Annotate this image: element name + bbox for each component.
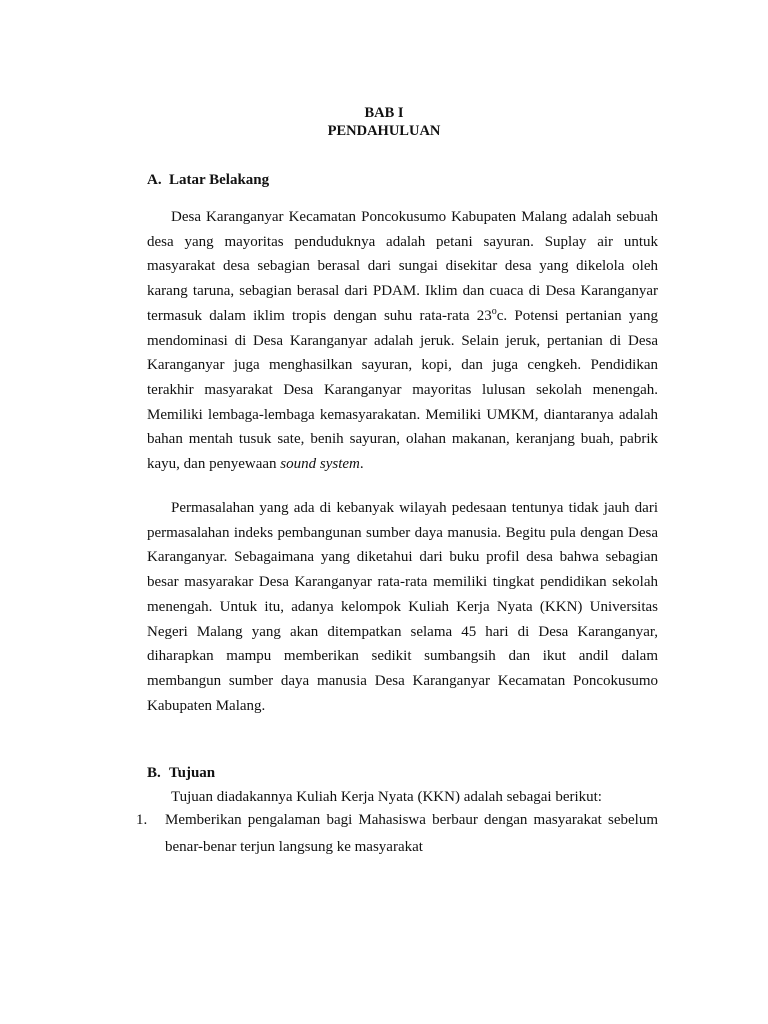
paragraph-2-text: Permasalahan yang ada di kebanyak wilayah pedesaan tentunya tidak jauh dari permasalahan indeks pembangunan sumber daya manusia. Begitu pula dengan Desa Karanganyar. Sebagaimana yang diketahui dari buku profil desa bahwa sebagian besar masyarakar Desa Karanganyar rata-rata memiliki tingkat pendidikan sekolah menengah. Untuk itu, adanya kelompok Kuliah Kerja Nyata (KKN) Universitas Negeri Malang yang akan ditempatkan selama 45 hari di Desa Karanganyar, diharapkan mampu memberikan sedikit sumbangsih dan ikut andil dalam membangun sumber daya manusia Desa Karanganyar Kecamatan Poncokusumo Kabupaten Malang. [147,500,658,714]
paragraph-1-end: . [359,456,364,473]
section-b-title: Tujuan [169,765,216,781]
list-item-number: 1. [136,812,148,828]
section-a-title: Latar Belakang [169,172,270,188]
paragraph-1-text-a: Desa Karanganyar Kecamatan Poncokusumo Kabupaten Malang adalah sebuah desa yang mayoritas penduduknya adalah petani sayuran. Suplay air untuk masyarakat desa sebagian berasal dari sungai disekitar desa yang dikelola oleh karang taruna, sebagian berasal dari PDAM. Iklim dan cuaca di Desa Karanganyar termasuk dalam iklim tropis dengan suhu rata-rata 23 [147,209,658,324]
chapter-title: PENDAHULUAN [327,123,441,139]
paragraph-1-text-b: c. Potensi pertanian yang mendominasi di Desa Karanganyar adalah jeruk. Selain jeruk, pertanian di Desa Karanganyar juga menghasilkan sayuran, kopi, dan juga cengkeh. Pendidikan terakhir masyarakat Desa Karanganyar mayoritas lulusan sekolah menengah. Memiliki lembaga-lembaga kemasyarakatan. Memiliki UMKM, diantaranya adalah bahan mentah tusuk sate, benih sayuran, olahan makanan, keranjang buah, pabrik kayu, dan penyewaan [147,307,659,473]
paragraph-1-italic: sound system [280,456,360,473]
background-paragraph-2 [147,496,658,718]
section-b-number: B. [147,765,161,781]
degree-symbol: o [491,305,497,317]
section-a-number: A. [147,172,162,188]
section-b-heading [147,764,215,782]
chapter-number: BAB I [364,105,404,121]
section-a-heading [147,171,269,189]
objective-intro: Tujuan diadakannya Kuliah Kerja Nyata (KKN) adalah sebagai berikut: [171,789,602,805]
list-item-text: Memberikan pengalaman bagi Mahasiswa berbaur dengan masyarakat sebelum benar-benar terjun langsung ke masyarakat [165,812,658,855]
list-item [136,807,658,861]
background-paragraph-1 [147,205,658,477]
